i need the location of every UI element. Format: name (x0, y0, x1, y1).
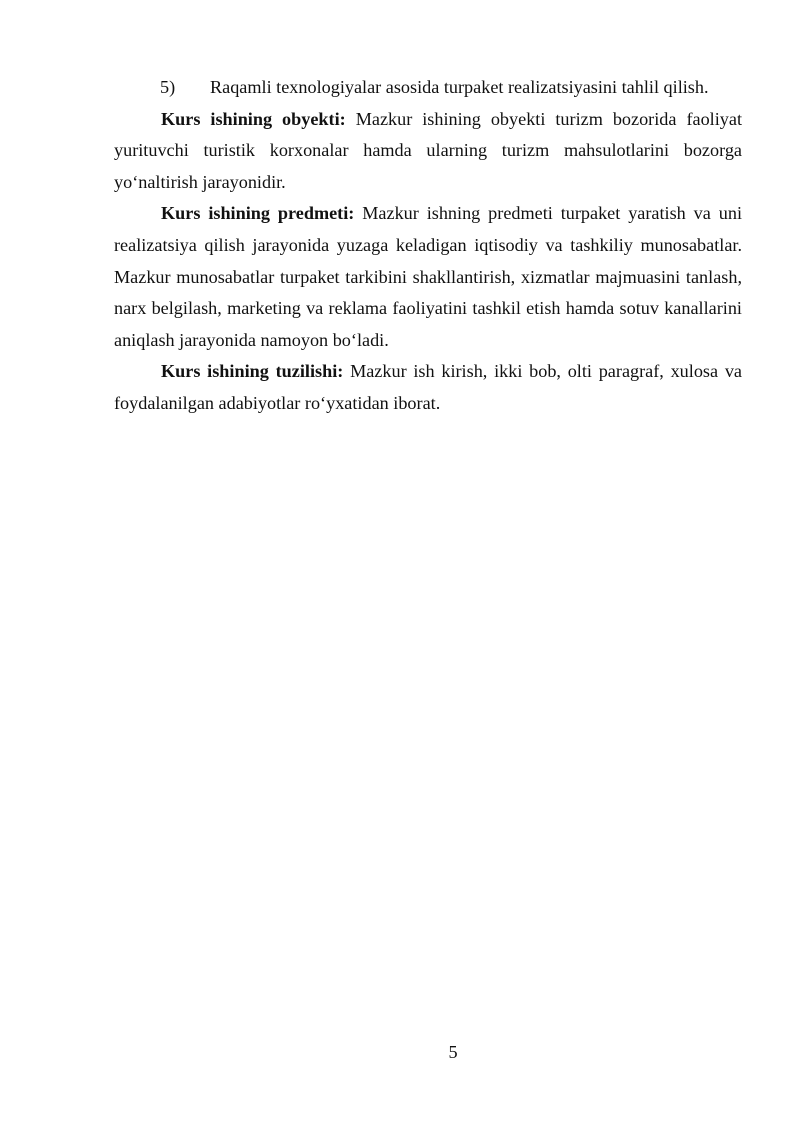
paragraph-heading-subject: Kurs ishining predmeti: (161, 203, 355, 224)
paragraph-text-structure: Mazkur ish kirish, ikki bob, olti paragraf, xulosa va foydalanilgan adabiyotlar ro‘yxatidan iborat. (114, 361, 742, 413)
paragraph-subject (114, 198, 742, 356)
list-marker: 5) (160, 77, 176, 97)
list-item-text: Raqamli texnologiyalar asosida turpaket realizatsiyasini tahlil qilish. (210, 77, 709, 97)
document-body (114, 72, 742, 420)
paragraph-object (114, 104, 742, 199)
page-number: 5 (448, 1042, 458, 1062)
list-item (114, 72, 742, 104)
paragraph-heading-object: Kurs ishining obyekti: (161, 108, 346, 129)
paragraph-structure (114, 356, 742, 419)
paragraph-heading-structure: Kurs ishining tuzilishi: (161, 361, 344, 382)
paragraph-text-object: Mazkur ishining obyekti turizm bozorida faoliyat yurituvchi turistik korxonalar hamda ularning turizm mahsulotlarini bozorga yo‘naltirish jarayonidir. (114, 108, 742, 192)
paragraph-text-subject: Mazkur ishning predmeti turpaket yaratish va uni realizatsiya qilish jarayonida yuzaga keladigan iqtisodiy va tashkiliy munosabatlar. Mazkur munosabatlar turpaket tarkibini shakllantirish, xizmatlar majmuasini tanlash, narx belgilash, marketing va reklama faoliyatini tashkil etish hamda sotuv kanallarini aniqlash jarayonida namoyon bo‘ladi. (114, 203, 742, 350)
